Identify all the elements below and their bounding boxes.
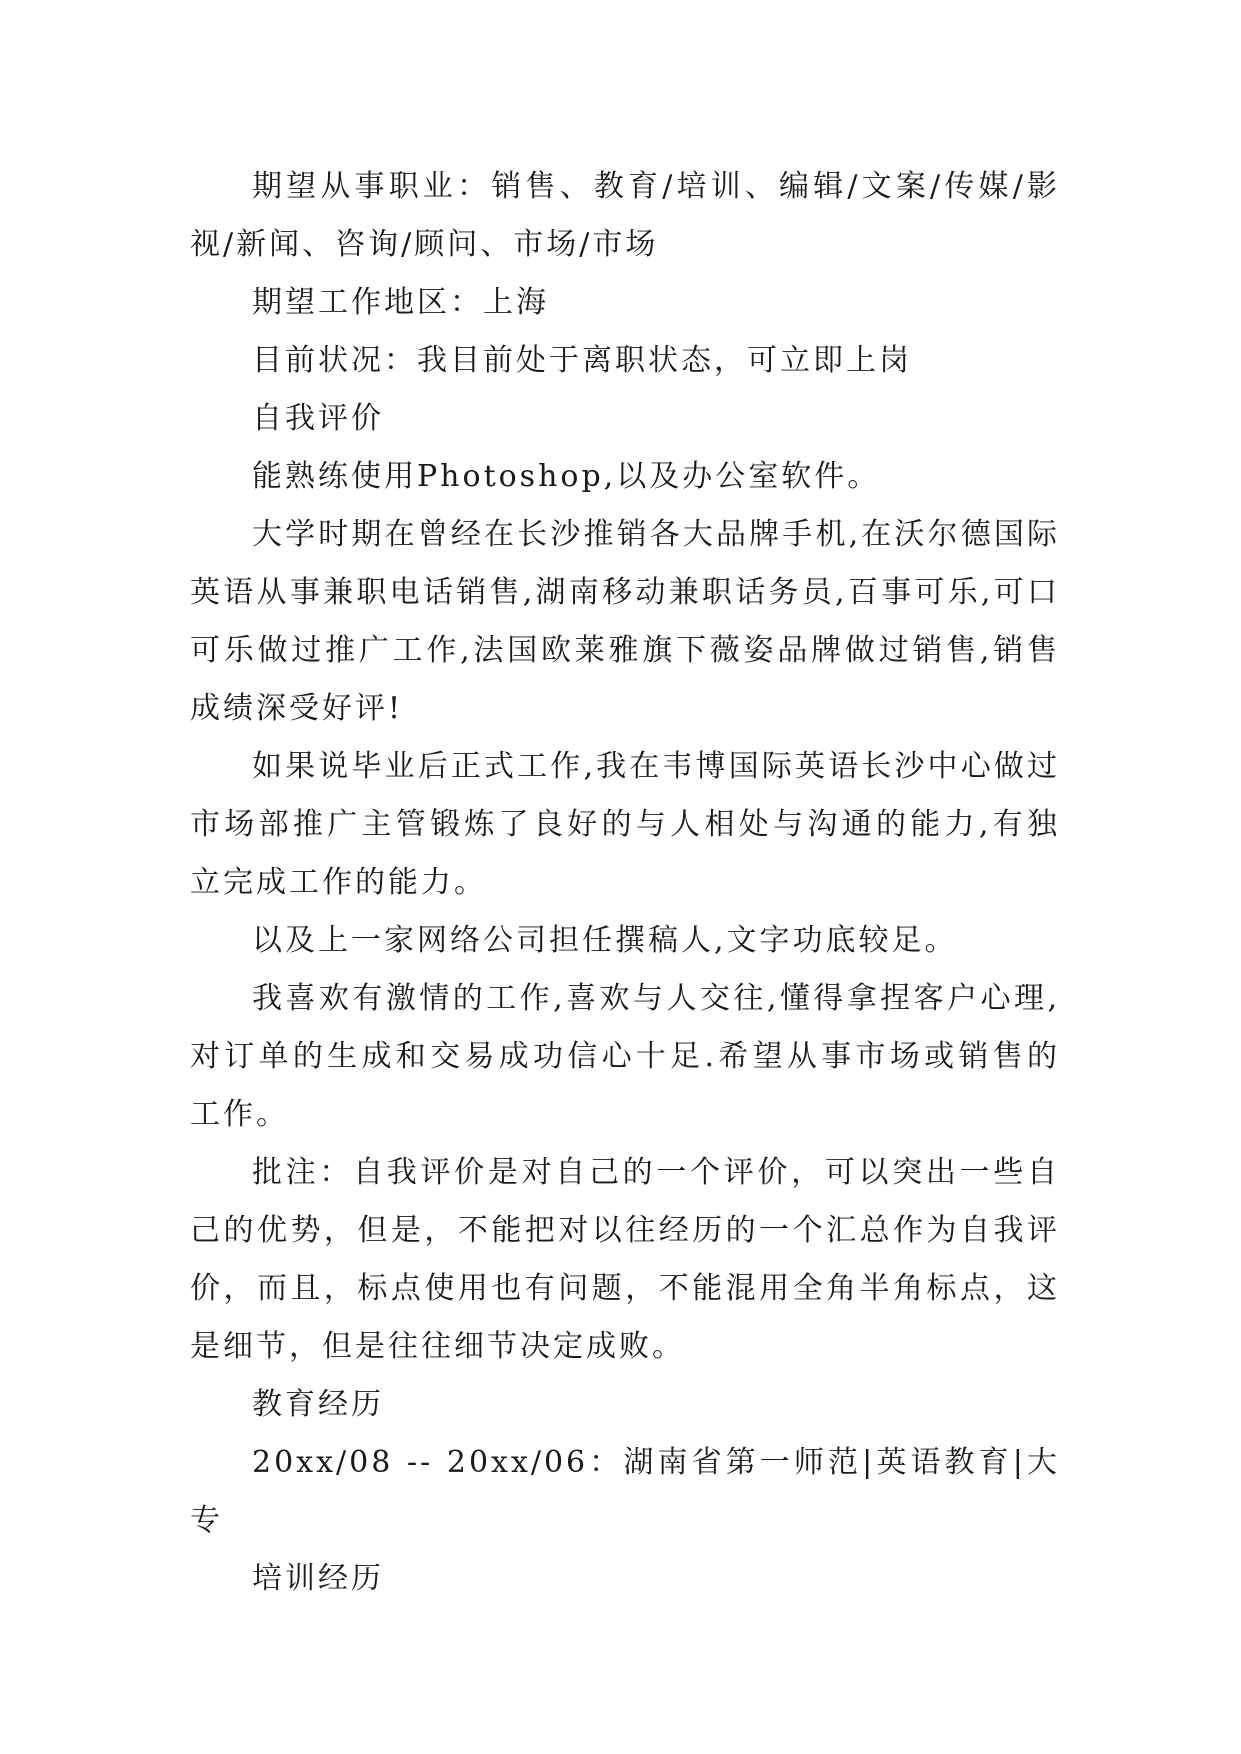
expected-occupation: 期望从事职业：销售、教育/培训、编辑/文案/传媒/影视/新闻、咨询/顾问、市场/市场 [190,169,1060,262]
section-heading-education: 教育经历 [252,1387,384,1422]
self-evaluation-paragraph: 大学时期在曾经在长沙推销各大品牌手机,在沃尔德国际英语从事兼职电话销售,湖南移动兼职话务员,百事可乐,可口可乐做过推广工作,法国欧莱雅旗下薇姿品牌做过销售,销售成绩深受好评! [190,517,1060,726]
section-heading-self-evaluation: 自我评价 [252,401,384,436]
self-evaluation-paragraph: 能熟练使用Photoshop,以及办公室软件。 [252,459,881,494]
self-evaluation-paragraph: 如果说毕业后正式工作,我在韦博国际英语长沙中心做过市场部推广主管锻炼了良好的与人相处与沟通的能力,有独立完成工作的能力。 [190,749,1060,900]
education-entry: 20xx/08 -- 20xx/06：湖南省第一师范|英语教育|大专 [190,1445,1060,1538]
self-evaluation-paragraph: 我喜欢有激情的工作,喜欢与人交往,懂得拿捏客户心理,对订单的生成和交易成功信心十足.希望从事市场或销售的工作。 [190,981,1060,1132]
document-body [190,158,1060,1608]
section-heading-training: 培训经历 [252,1561,384,1596]
current-status: 目前状况：我目前处于离职状态，可立即上岗 [252,343,912,378]
self-evaluation-paragraph: 以及上一家网络公司担任撰稿人,文字功底较足。 [252,923,958,958]
annotation-note: 批注：自我评价是对自己的一个评价，可以突出一些自己的优势，但是，不能把对以往经历的一个汇总作为自我评价，而且，标点使用也有问题，不能混用全角半角标点，这是细节，但是往往细节决定成败。 [190,1155,1060,1364]
expected-work-location: 期望工作地区：上海 [252,285,549,320]
